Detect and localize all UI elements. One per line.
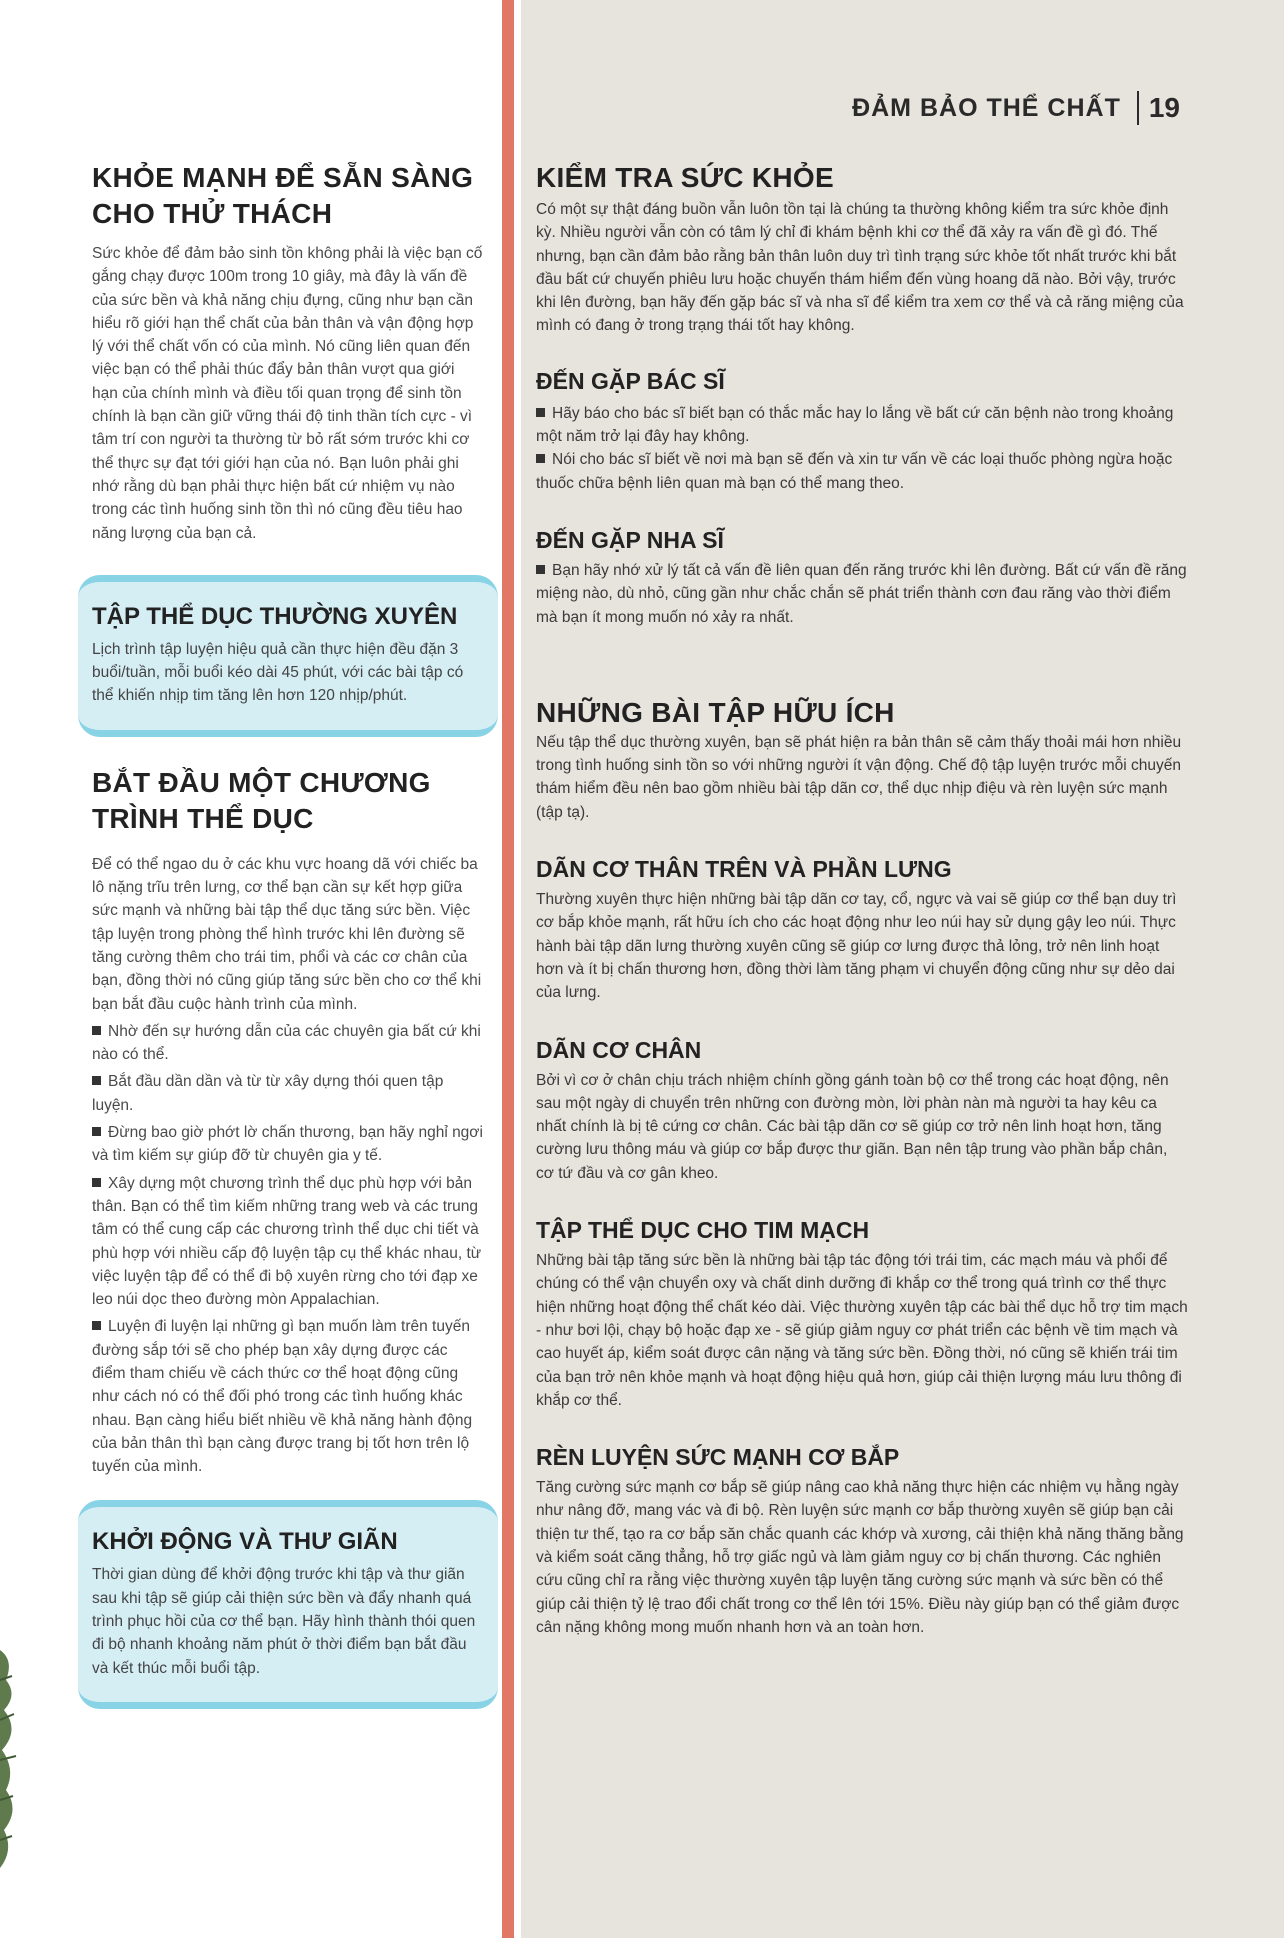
heading-useful-exercises: NHỮNG BÀI TẬP HỮU ÍCH: [536, 696, 895, 728]
paragraph-useful-exercises: Nếu tập thể dục thường xuyên, bạn sẽ phát hiện ra bản thân sẽ cảm thấy thoải mái hơn nhiều trong tình huống sinh tồn so với những người ít vận động. Chế độ tập luyện trước mỗi chuyến thám hiểm đều nên bao gồm nhiều bài tập dãn cơ, thể dục nhịp điệu và rèn luyện sức mạnh (tập tạ).: [536, 733, 1182, 821]
callout-title-warmup-cooldown: KHỞI ĐỘNG VÀ THƯ GIÃN: [92, 1528, 398, 1556]
callout-title-regular-exercise: TẬP THỂ DỤC THƯỜNG XUYÊN: [92, 602, 458, 630]
paragraph-cardio: Những bài tập tăng sức bền là những bài tập tác động tới trái tim, các mạch máu và phổi để chúng có thể vận chuyển oxy và chất dinh dưỡng đi khắp cơ thể trong quá trình cơ thể thực hiện những hoạt động thể chất kéo dài. Việc thường xuyên tập các bài thể dục hỗ trợ tim mạch - như bơi lội, chạy bộ hoặc đạp xe - sẽ giúp giảm nguy cơ phát triển các bệnh về tim mạch và cao huyết áp, kiểm soát được cân nặng và tăng sức bền. Đồng thời, nó cũng sẽ khiến trái tim của bạn trở nên khỏe mạnh và hoạt động hiệu quả hơn, giúp cải thiện lượng máu lưu thông đi khắp cơ thể.: [536, 1252, 1188, 1409]
list-item: Luyện đi luyện lại những gì bạn muốn làm trên tuyến đường sắp tới sẽ cho phép bạn xây dựng được các điểm tham chiếu về cách thức cơ thể hoạt động cũng như cách nó có thể đối phó trong các tình huống khác nhau. Bạn càng hiểu biết nhiều về khả năng hành động của bản thân thì bạn càng được trang bị tốt hơn trên lộ tuyến của mình.: [92, 1318, 473, 1476]
heading-cardio: TẬP THỂ DỤC CHO TIM MẠCH: [536, 1217, 870, 1244]
heading-see-doctor: ĐẾN GẶP BÁC SĨ: [536, 367, 725, 394]
bullet-square-icon: [92, 1026, 101, 1035]
bullet-square-icon: [536, 454, 545, 463]
list-item: Xây dựng một chương trình thể dục phù hợp với bản thân. Bạn có thể tìm kiếm những trang web và các trung tâm có thể cung cấp các chương trình thể dục chi tiết và phù hợp với nhiều cấp độ luyện tập cụ thể khác nhau, từ việc luyện tập để có thể đi bộ xuyên rừng cho tới đạp xe leo núi dọc theo đường mòn Appalachian.: [92, 1174, 482, 1309]
heading-healthy-ready: KHỎE MẠNH ĐỂ SẴN SÀNG CHO THỬ THÁCH: [92, 162, 474, 229]
list-see-doctor: [536, 402, 1188, 495]
column-divider-stripe: [502, 0, 514, 1938]
running-header: [852, 88, 1180, 128]
bullet-square-icon: [536, 565, 545, 574]
paragraph-leg-stretch: Bởi vì cơ ở chân chịu trách nhiệm chính gồng gánh toàn bộ cơ thể trong các hoạt động, nên sau một ngày di chuyển trên những con đường mòn, lời phàn nàn mà người ta hay kêu ca nhất chính là bị tê cứng cơ chân. Các bài tập dãn cơ sẽ giúp cơ trở nên linh hoạt hơn, tăng cường lưu thông máu và giúp cơ bắp được thư giãn. Bạn nên tập trung vào phần bắp chân, cơ tứ đầu và cơ gân kheo.: [536, 1071, 1169, 1182]
bullet-square-icon: [92, 1076, 101, 1085]
bullet-square-icon: [92, 1127, 101, 1136]
list-start-program: [92, 1020, 484, 1479]
list-item: Bắt đầu dần dần và từ từ xây dựng thói quen tập luyện.: [92, 1073, 444, 1114]
callout-body-regular-exercise: Lịch trình tập luyện hiệu quả cần thực hiện đều đặn 3 buổi/tuần, mỗi buổi kéo dài 45 phút, với các bài tập có thể khiến nhịp tim tăng lên hơn 120 nhịp/phút.: [92, 640, 464, 705]
paragraph-strength-training: Tăng cường sức mạnh cơ bắp sẽ giúp nâng cao khả năng thực hiện các nhiệm vụ hằng ngày như nâng đỡ, mang vác và đi bộ. Rèn luyện sức mạnh cơ bắp thường xuyên sẽ giúp bạn cải thiện tư thế, tạo ra cơ bắp săn chắc quanh các khớp và xương, cải thiện khả năng thăng bằng và kiểm soát căng thẳng, hỗ trợ giấc ngủ và làm giảm nguy cơ bị chấn thương. Các nghiên cứu cũng chỉ ra rằng việc thường xuyên tập luyện tăng cường sức mạnh và sức bền có thể giúp cải thiện tỷ lệ trao đổi chất trong cơ thể lên tới 15%. Điều này giúp bạn có thể giảm được cân nặng không mong muốn nhanh hơn và an toàn hơn.: [536, 1479, 1184, 1636]
paragraph-health-check: Có một sự thật đáng buồn vẫn luôn tồn tại là chúng ta thường không kiểm tra sức khỏe định kỳ. Nhiều người vẫn còn có tâm lý chỉ đi khám bệnh khi cơ thể đã xảy ra vấn đề gì đó. Thế nhưng, bạn cần đảm bảo rằng bản thân luôn duy trì tình trạng sức khỏe tốt nhất trước khi bắt đầu bất cứ chuyến phiêu lưu hoặc chuyến thám hiểm đến vùng hoang dã nào. Bởi vậy, trước khi lên đường, bạn hãy đến gặp bác sĩ và nha sĩ để kiểm tra xem cơ thể và cả răng miệng của mình có đang ở trong trạng thái tốt hay không.: [536, 201, 1184, 335]
heading-strength-training: RÈN LUYỆN SỨC MẠNH CƠ BẮP: [536, 1444, 900, 1471]
heading-health-check: KIỂM TRA SỨC KHỎE: [536, 162, 834, 193]
list-see-dentist: [536, 559, 1188, 629]
list-item: Nói cho bác sĩ biết về nơi mà bạn sẽ đến và xin tư vấn về các loại thuốc phòng ngừa hoặc thuốc chữa bệnh liên quan mà bạn có thể mang theo.: [536, 451, 1173, 492]
bullet-square-icon: [536, 408, 545, 417]
heading-upper-body-stretch: DÃN CƠ THÂN TRÊN VÀ PHẦN LƯNG: [536, 856, 952, 883]
heading-leg-stretch: DÃN CƠ CHÂN: [536, 1036, 702, 1063]
heading-start-program: BẮT ĐẦU MỘT CHƯƠNG TRÌNH THỂ DỤC: [92, 766, 431, 834]
right-column: [536, 160, 1188, 1639]
section-title: ĐẢM BẢO THỂ CHẤT: [852, 93, 1121, 122]
list-item: Nhờ đến sự hướng dẫn của các chuyên gia bất cứ khi nào có thể.: [92, 1022, 481, 1064]
bullet-square-icon: [92, 1178, 101, 1187]
list-item: Bạn hãy nhớ xử lý tất cả vấn đề liên quan đến răng trước khi lên đường. Bất cứ vấn đề răng miệng nào, dù nhỏ, cũng gần như chắc chắn sẽ phát triển thành cơn đau răng vào thời điểm mà bạn ít mong muốn nó xảy ra nhất.: [536, 561, 1187, 626]
list-item: Đừng bao giờ phớt lờ chấn thương, bạn hãy nghỉ ngơi và tìm kiếm sự giúp đỡ từ chuyên gia y tế.: [92, 1124, 483, 1165]
paragraph-healthy-ready: Sức khỏe để đảm bảo sinh tồn không phải là việc bạn cố gắng chạy được 100m trong 10 giây, mà đây là vấn đề của sức bền và khả năng chịu đựng, cũng như bạn cần hiểu rõ giới hạn thể chất của bản thân và vận động hợp lý với thể chất vốn có của mình. Nó cũng liên quan đến việc bạn có thể phải thúc đẩy bản thân vượt qua giới hạn của chính mình và điều tối quan trọng để sinh tồn chính là bạn cần giữ vững thái độ tinh thần tích cực - vì tâm trí con người ta thường từ bỏ rất sớm trước khi cơ thể thực sự đạt tới giới hạn của nó. Bạn luôn phải ghi nhớ rằng dù bạn phải thực hiện bất cứ nhiệm vụ nào trong các tình huống sinh tồn thì nó cũng đều tiêu hao năng lượng của bạn cả.: [92, 245, 483, 542]
header-separator: [1137, 91, 1139, 125]
callout-regular-exercise: [78, 575, 498, 737]
page-number: 19: [1148, 92, 1180, 123]
bullet-square-icon: [92, 1321, 101, 1330]
column-divider-gap: [514, 0, 521, 1938]
paragraph-upper-body-stretch: Thường xuyên thực hiện những bài tập dãn cơ tay, cổ, ngực và vai sẽ giúp cơ thể bạn duy trì cơ bắp khỏe mạnh, rất hữu ích cho các hoạt động như leo núi hay sử dụng gậy leo núi. Thực hành bài tập dãn lưng thường xuyên cũng sẽ giúp cơ lưng được thả lỏng, trở nên linh hoạt hơn và ít bị chấn thương hơn, đồng thời làm tăng phạm vi chuyển động cũng như sự dẻo dai của lưng.: [536, 891, 1177, 1002]
leaf-decoration-icon: [0, 1640, 24, 1870]
paragraph-start-program: Để có thể ngao du ở các khu vực hoang dã với chiếc ba lô nặng trĩu trên lưng, cơ thể bạn cần sự kết hợp giữa sức mạnh và những bài tập thể dục tăng sức bền. Việc tập luyện trong phòng thể hình trước khi lên đường sẽ tăng cường thêm cho trái tim, phổi và các cơ chân của bạn, đồng thời nó cũng giúp tăng sức bền cho cơ thể khi bạn bắt đầu cuộc hành trình của mình.: [92, 855, 482, 1013]
left-column: [92, 160, 484, 1709]
heading-see-dentist: ĐẾN GẶP NHA SĨ: [536, 526, 724, 553]
list-item: Hãy báo cho bác sĩ biết bạn có thắc mắc hay lo lắng về bất cứ căn bệnh nào trong khoảng một năm trở lại đây hay không.: [536, 404, 1174, 446]
callout-warmup-cooldown: [78, 1500, 498, 1708]
callout-body-warmup-cooldown: Thời gian dùng để khởi động trước khi tập và thư giãn sau khi tập sẽ giúp cải thiện sức bền và đẩy nhanh quá trình phục hồi của cơ thể bạn. Hãy hình thành thói quen đi bộ nhanh khoảng năm phút ở thời điểm bạn bắt đầu và kết thúc mỗi buổi tập.: [92, 1566, 476, 1677]
